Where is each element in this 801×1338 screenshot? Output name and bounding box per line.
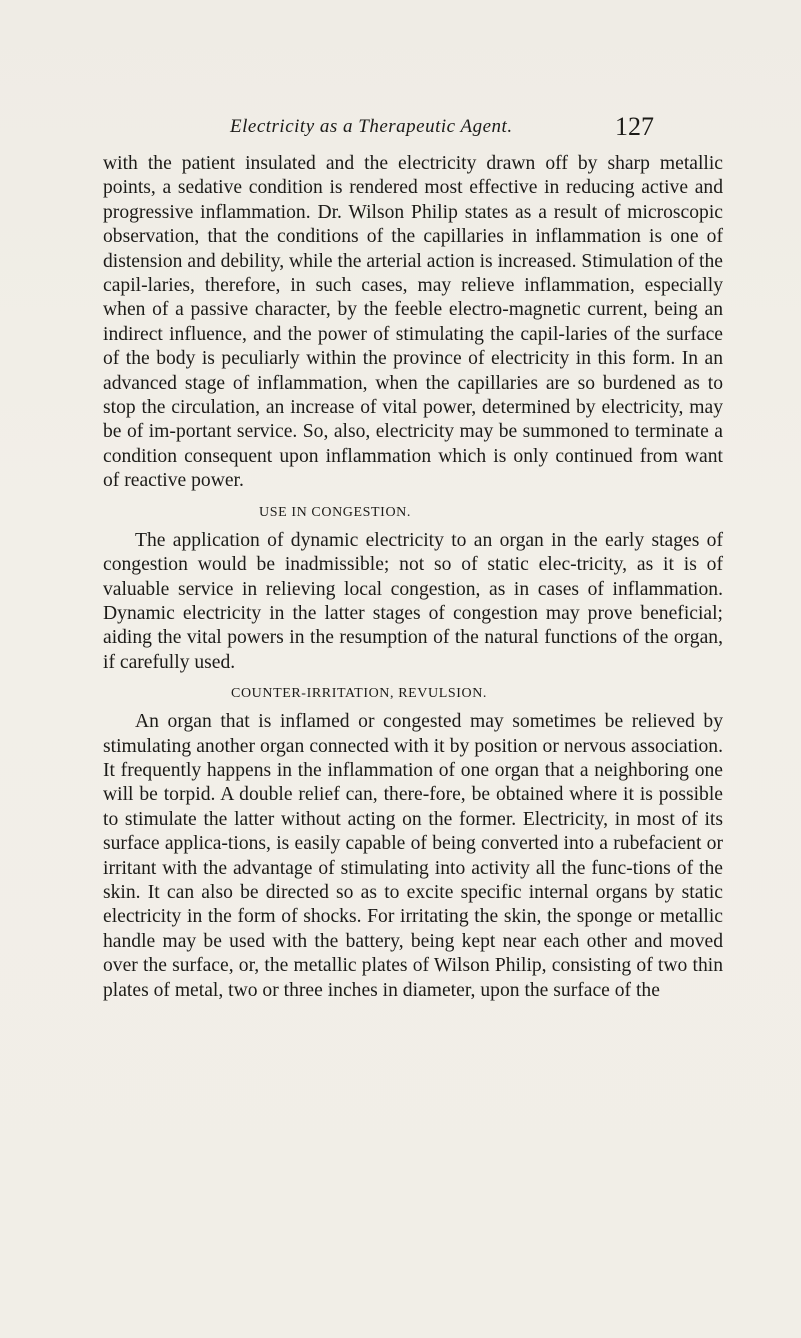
body-text (103, 152, 723, 1003)
section-heading-counter-irritation: COUNTER-IRRITATION, REVULSION. (231, 686, 488, 702)
paragraph-counter-irritation: An organ that is inflamed or congested may sometimes be relieved by stimulating another organ connected with it by position or nervous association. It frequently happens in the inflammation of one organ that a neighboring one will be torpid. A double relief can, there-fore, be obtained where it is possible to stimulate the latter without acting on the former. Electricity, in most of its surface applica-tions, is easily capable of being converted into a rubefacient or irritant with the advantage of stimulating into activity all the func-tions of the skin. It can also be directed so as to excite specific internal organs by static electricity in the form of shocks. For irritating the skin, the sponge or metallic handle may be used with the battery, being kept near each other and moved over the surface, or, the metallic plates of Wilson Philip, consisting of two thin plates of metal, two or three inches in diameter, upon the surface of the (103, 711, 723, 1001)
paragraph-inflammation: with the patient insulated and the electricity drawn off by sharp metallic points, a sedative condition is rendered most effective in reducing active and progressive inflammation. Dr. Wilson Philip states as a result of microscopic observation, that the conditions of the capillaries in inflammation is one of distension and debility, while the arterial action is increased. Stimulation of the capil-laries, therefore, in such cases, may relieve inflammation, especially when of a passive character, by the feeble electro-magnetic current, being an indirect influence, and the power of stimulating the capil-laries of the surface of the body is peculiarly within the province of electricity in this form. In an advanced stage of inflammation, when the capillaries are so burdened as to stop the circulation, an increase of vital power, determined by electricity, may be of im-portant service. So, also, electricity may be summoned to terminate a condition consequent upon inflammation which is only continued from want of reactive power. (103, 153, 723, 492)
page-header (230, 114, 750, 150)
page-number: 127 (615, 112, 654, 141)
section-heading-congestion: USE IN CONGESTION. (259, 504, 411, 520)
running-head: Electricity as a Therapeutic Agent. (230, 116, 513, 137)
paragraph-congestion: The application of dynamic electricity to an organ in the early stages of congestion would be inadmissible; not so of static elec-tricity, as it is of valuable service in relieving local congestion, as in cases of inflammation. Dynamic electricity in the latter stages of congestion may prove beneficial; aiding the vital powers in the resumption of the natural functions of the organ, if carefully used. (103, 529, 723, 673)
